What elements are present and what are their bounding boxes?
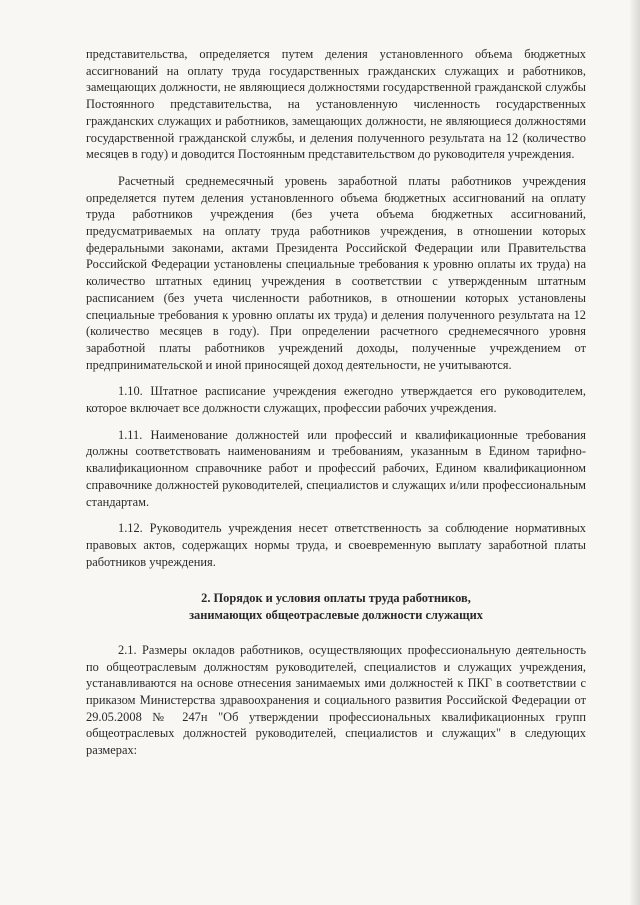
page-edge-shadow	[630, 0, 640, 905]
paragraph-2-1: 2.1. Размеры окладов работников, осуществляющих профессиональную деятельность по общеотраслевым должностям руководителей, специалистов и служащих учреждения, устанавливаются на основе отнесения занимаемых ими должностей к ПКГ в соответствии с приказом Министерства здравоохранения и социального развития Российской Федерации от 29.05.2008 № 247н "Об утверждении профессиональных квалификационных групп общеотраслевых должностей руководителей, специалистов и служащих" в следующих размерах:	[86, 642, 586, 758]
paragraph-1-11: 1.11. Наименование должностей или профессий и квалификационные требования должны соответствовать наименованиям и требованиям, указанным в Едином тарифно-квалификационном справочнике работ и профессий рабочих, Едином квалификационном справочнике должностей руководителей, специалистов и служащих и/или профессиональным стандартам.	[86, 427, 586, 509]
document-body	[86, 46, 586, 759]
paragraph-average-salary: Расчетный среднемесячный уровень заработной платы работников учреждения определяется путем деления установленного объема бюджетных ассигнований на оплату труда работников учреждения (без учета объема бюджетных ассигнований, предусматриваемых на оплату труда работников учреждения, в отношении которых федеральными законами, актами Президента Российской Федерации или Правительства Российской Федерации установлены специальные требования к уровню оплаты их труда) на количество штатных единиц учреждения в соответствии с утвержденным штатным расписанием (без учета численности работников, в отношении которых установлены специальные требования к уровню оплаты их труда) и деления полученного результата на 12 (количество месяцев в году). При определении расчетного среднемесячного уровня заработной платы работников учреждений доходы, полученные учреждением от предпринимательской и иной приносящей доход деятельности, не учитываются.	[86, 173, 586, 372]
paragraph-1-10: 1.10. Штатное расписание учреждения ежегодно утверждается его руководителем, которое включает все должности служащих, профессии рабочих учреждения.	[86, 384, 586, 416]
paragraph-1-12: 1.12. Руководитель учреждения несет ответственность за соблюдение нормативных правовых актов, содержащих нормы труда, и своевременную выплату заработной платы работников учреждения.	[86, 521, 586, 569]
section-heading	[86, 590, 586, 623]
section-heading-line2: занимающих общеотраслевые должности служащих	[189, 608, 483, 623]
section-heading-line1: 2. Порядок и условия оплаты труда работников,	[201, 591, 471, 606]
paragraph-continuation: представительства, определяется путем деления установленного объема бюджетных ассигнований на оплату труда государственных гражданских служащих и работников, замещающих должности, не являющиеся должностями государственной гражданской службы Постоянного представительства, на установленную численность государственных гражданских служащих и работников, замещающих должности, не являющиеся должностями государственной гражданской службы, и деления полученного результата на 12 (количество месяцев в году) и доводится Постоянным представительством до руководителя учреждения.	[86, 47, 586, 162]
